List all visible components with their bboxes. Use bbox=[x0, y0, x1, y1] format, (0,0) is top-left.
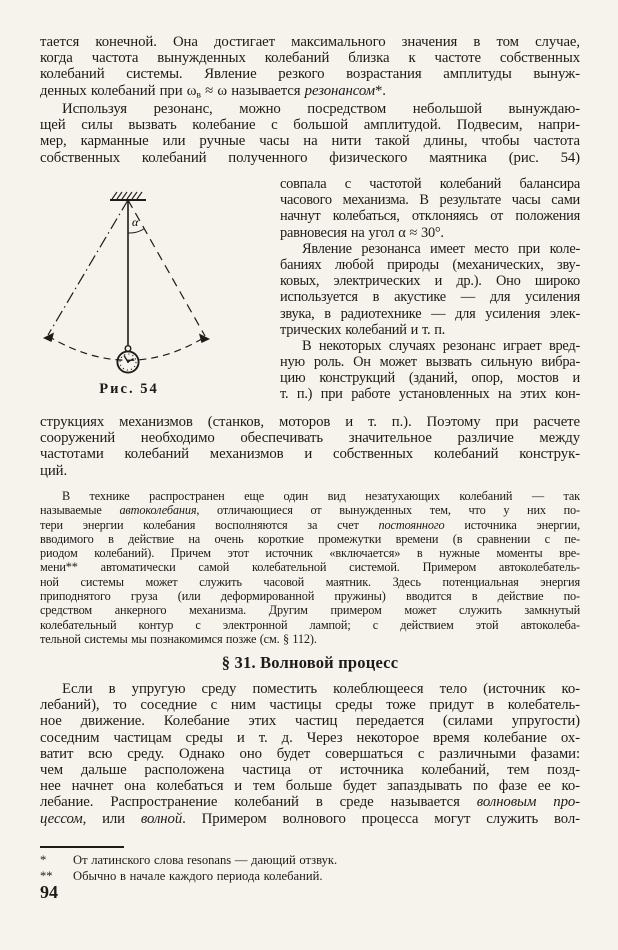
text-line bbox=[40, 560, 580, 574]
text-line bbox=[40, 133, 580, 149]
section-heading: § 31. Волновой процесс bbox=[221, 653, 399, 672]
text-line bbox=[40, 532, 580, 546]
text-line bbox=[40, 618, 580, 632]
text-line bbox=[280, 192, 580, 208]
text-line bbox=[280, 225, 580, 241]
text-segment: резонансом bbox=[304, 82, 375, 99]
text-segment: * bbox=[40, 853, 47, 867]
text-line bbox=[40, 66, 580, 82]
text-line bbox=[40, 50, 580, 66]
ceiling-mount-icon bbox=[110, 192, 146, 200]
footnotes bbox=[40, 852, 580, 884]
text-segment: . Примером волнового процесса могут служить вол- bbox=[182, 810, 580, 827]
text-segment: равновесия на угол α ≈ 30°. bbox=[280, 224, 444, 241]
text-segment: ≈ ω называется bbox=[200, 82, 305, 99]
text-segment: в bbox=[196, 89, 201, 99]
text-segment: волной bbox=[140, 810, 183, 827]
text-line bbox=[280, 322, 580, 338]
text-line bbox=[40, 34, 580, 50]
text-line bbox=[40, 489, 580, 503]
text-line bbox=[40, 632, 580, 646]
pocket-watch-icon bbox=[117, 346, 138, 373]
text-line bbox=[40, 794, 580, 810]
text-segment: соседним частицам среды и т. д. Через некоторое время колебание ох- bbox=[40, 729, 580, 746]
text-segment: лебание. Распространение колебаний в среде называется bbox=[40, 794, 477, 811]
text-segment: называемые bbox=[40, 503, 120, 518]
swing-extreme-left-line bbox=[48, 200, 128, 335]
text-line bbox=[280, 273, 580, 289]
text-segment: ную роль. Он может вызвать сильную вибра- bbox=[280, 354, 580, 371]
text-segment: денных колебаний при ω bbox=[40, 82, 197, 99]
text-line bbox=[40, 603, 580, 617]
text-segment: чем дальше расположена частица от источника колебаний, тем позд- bbox=[40, 761, 580, 778]
swing-extreme-right-line bbox=[128, 200, 205, 336]
text-line bbox=[280, 208, 580, 224]
text-line bbox=[40, 852, 580, 868]
angle-arc bbox=[128, 229, 145, 234]
text-line bbox=[280, 176, 580, 192]
text-segment: лебаний), то соседние с ним частицы среды тоже придут в колебатель- bbox=[40, 697, 580, 714]
angle-label: α bbox=[132, 215, 139, 229]
paragraph-structures-continuation bbox=[40, 414, 580, 479]
text-line bbox=[40, 463, 580, 479]
page-number: 94 bbox=[40, 882, 58, 902]
text-line bbox=[40, 713, 580, 729]
text-segment: , или bbox=[82, 810, 141, 827]
text-line bbox=[40, 697, 580, 713]
text-segment: От латинского слова resonans — дающий отзвук. bbox=[73, 853, 338, 867]
text-segment: струкциях механизмов (станков, моторов и т. п.). Поэтому при расчете bbox=[40, 414, 580, 430]
text-segment: Явление резонанса имеет место при коле- bbox=[302, 240, 580, 257]
text-segment: *. bbox=[374, 82, 386, 99]
paragraph-resonance-definition bbox=[40, 34, 580, 99]
text-segment: начнут колебаться, отклоняясь от положения bbox=[280, 208, 580, 225]
text-line bbox=[280, 354, 580, 370]
text-line bbox=[40, 589, 580, 603]
footnote-rule bbox=[40, 846, 124, 848]
text-line bbox=[40, 83, 580, 99]
text-segment: цию конструкций (зданий, опор, мостов и bbox=[280, 370, 580, 387]
text-line bbox=[280, 386, 580, 402]
text-line bbox=[40, 150, 580, 166]
text-segment: ковых, электрических и др.). Оно широко bbox=[280, 273, 580, 290]
text-line bbox=[280, 257, 580, 273]
text-segment: нее начнет она колебаться и тем больше будет запаздывать по фазе ее ко- bbox=[40, 778, 580, 795]
text-segment: тельной системы мы познакомимся позже (см. § 112). bbox=[40, 631, 317, 646]
text-line bbox=[40, 117, 580, 133]
pendulum-figure bbox=[40, 186, 218, 386]
text-segment: автоколебания bbox=[119, 503, 197, 518]
text-segment: ное движение. Колебание этих частиц передается (силами упругости) bbox=[40, 713, 580, 730]
paragraph-wrapped-beside-figure bbox=[280, 176, 580, 403]
text-segment: В технике распространен еще один вид незатухающих колебаний — так bbox=[62, 489, 580, 503]
text-segment: сооружений необходимо обеспечивать значительное различие между bbox=[40, 430, 580, 447]
text-line bbox=[40, 446, 580, 462]
text-segment: мер, карманные или ручные часы на нити такой длины, чтобы частота bbox=[40, 133, 580, 150]
text-segment: Если в упругую среду поместить колеблющееся тело (источник ко- bbox=[62, 681, 580, 697]
text-segment: ватит всю среду. Однако оно будет совершаться с различными фазами: bbox=[40, 745, 580, 762]
text-segment: звука, в радиотехнике — для усиления элек- bbox=[280, 305, 580, 322]
text-line bbox=[40, 868, 580, 884]
text-segment: частотами колебаний механизмов и собственных колебаний конструк- bbox=[40, 446, 580, 463]
text-segment: используется в акустике — для усиления bbox=[280, 289, 580, 306]
text-segment: колебаний системы. Явление резкого возрастания амплитуды вынуж- bbox=[40, 66, 580, 83]
text-line bbox=[280, 338, 580, 354]
text-segment: трических колебаний и т. п. bbox=[280, 321, 446, 338]
text-segment: баниях любой природы (механических, зву- bbox=[280, 256, 580, 273]
text-segment: цессом bbox=[40, 810, 83, 827]
text-segment: совпала с частотой колебаний балансира bbox=[280, 176, 580, 192]
text-segment: часового механизма. В результате часы сами bbox=[280, 192, 580, 209]
text-line bbox=[280, 370, 580, 386]
text-segment: Используя резонанс, можно посредством небольшой вынуждаю- bbox=[62, 101, 580, 117]
text-segment: приподнятого груза (или деформированной пружины) вводится в действие по- bbox=[40, 589, 580, 604]
text-segment: тается конечной. Она достигает максимального значения в том случае, bbox=[40, 34, 580, 50]
text-line bbox=[40, 730, 580, 746]
text-line bbox=[40, 778, 580, 794]
text-segment: средством анкерного механизма. Другим примером может служить замкнутый bbox=[40, 603, 580, 618]
text-segment: риодом колебаний). Причем этот источник «включается» в нужные моменты вре- bbox=[40, 546, 580, 561]
text-line bbox=[40, 746, 580, 762]
text-segment: когда частота вынужденных колебаний близка к частоте собственных bbox=[40, 50, 580, 67]
text-segment: ной системы может служить часовой маятник. Здесь потенциальная энергия bbox=[40, 574, 580, 589]
text-segment: Обычно в начале каждого периода колебаний. bbox=[73, 869, 323, 883]
text-segment: постоянного bbox=[378, 517, 445, 532]
text-segment: источника энергии, bbox=[444, 517, 580, 532]
paragraph-wave-process bbox=[40, 681, 580, 827]
text-line bbox=[280, 306, 580, 322]
text-segment: т. п.) при работе установленных на этих кон- bbox=[280, 386, 580, 403]
text-segment: ** bbox=[40, 869, 53, 883]
text-line bbox=[40, 503, 580, 517]
text-line bbox=[40, 101, 580, 117]
text-line bbox=[40, 681, 580, 697]
text-segment: ций. bbox=[40, 462, 68, 479]
text-line bbox=[40, 811, 580, 827]
text-line bbox=[40, 414, 580, 430]
text-line bbox=[280, 241, 580, 257]
text-segment: мени** автоматически самой колебательной системой. Примером автоколебатель- bbox=[40, 560, 580, 575]
text-line bbox=[40, 518, 580, 532]
text-line bbox=[280, 289, 580, 305]
text-segment: щей силы вызвать колебание с большой амплитудой. Подвесим, напри- bbox=[40, 117, 580, 134]
text-line bbox=[40, 546, 580, 560]
figure-caption: Рис. 54 bbox=[99, 381, 159, 397]
text-segment: колебательный контур с электронной лампой; с действием этой автоколеба- bbox=[40, 617, 580, 632]
text-segment: , отличающиеся от вынужденных тем, что у них по- bbox=[196, 503, 580, 518]
paragraph-resonance-usage bbox=[40, 101, 580, 166]
paragraph-self-oscillations-smallprint bbox=[40, 489, 580, 646]
swing-arc bbox=[48, 336, 205, 360]
text-segment: В некоторых случаях резонанс играет вред- bbox=[302, 337, 580, 354]
text-line bbox=[40, 762, 580, 778]
text-segment: волновым про- bbox=[476, 794, 580, 811]
text-segment: вводимого в действие на очень короткие промежутки времени (в сравнении с пе- bbox=[40, 531, 580, 546]
text-line bbox=[40, 575, 580, 589]
text-segment: собственных колебаний полученного физического маятника (рис. 54) bbox=[40, 149, 580, 166]
text-line bbox=[40, 430, 580, 446]
text-segment: тери энергии колебания восполняются за счет bbox=[40, 517, 379, 532]
